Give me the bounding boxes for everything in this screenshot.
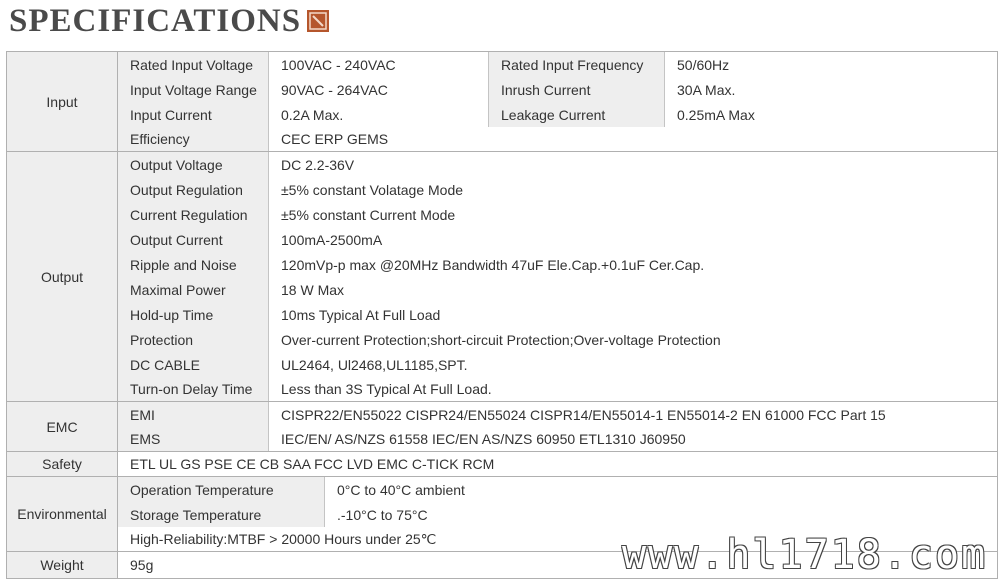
page-title	[9, 2, 329, 40]
table-row	[118, 52, 997, 77]
maximal-power-label: Maximal Power	[118, 277, 269, 302]
dc-cable-value: UL2464, Ul2468,UL1185,SPT.	[269, 352, 997, 377]
inrush-current-label: Inrush Current	[489, 77, 665, 102]
input-voltage-range-value: 90VAC - 264VAC	[269, 77, 489, 102]
table-row	[118, 252, 997, 277]
group-output: Output	[7, 152, 118, 401]
output-voltage-value: DC 2.2-36V	[269, 152, 997, 177]
output-regulation-label: Output Regulation	[118, 177, 269, 202]
hold-up-time-label: Hold-up Time	[118, 302, 269, 327]
table-row	[118, 177, 997, 202]
protection-label: Protection	[118, 327, 269, 352]
emi-value: CISPR22/EN55022 CISPR24/EN55024 CISPR14/EN55014-1 EN55014-2 EN 61000 FCC Part 15	[269, 402, 997, 427]
title-text: SPECIFICATIONS	[9, 3, 302, 39]
current-regulation-label: Current Regulation	[118, 202, 269, 227]
maximal-power-value: 18 W Max	[269, 277, 997, 302]
table-row	[118, 477, 997, 502]
turn-on-delay-value: Less than 3S Typical At Full Load.	[269, 377, 997, 401]
output-current-value: 100mA-2500mA	[269, 227, 997, 252]
ems-label: EMS	[118, 427, 269, 451]
weight-value: 95g	[118, 552, 997, 578]
leakage-current-value: 0.25mA Max	[665, 102, 997, 127]
table-row	[118, 377, 997, 401]
emi-label: EMI	[118, 402, 269, 427]
ripple-noise-value: 120mVp-p max @20MHz Bandwidth 47uF Ele.Cap.+0.1uF Cer.Cap.	[269, 252, 997, 277]
reliability-value: High-Reliability:MTBF > 20000 Hours under 25℃	[118, 527, 997, 551]
input-current-value: 0.2A Max.	[269, 102, 489, 127]
protection-value: Over-current Protection;short-circuit Protection;Over-voltage Protection	[269, 327, 997, 352]
table-row	[118, 227, 997, 252]
table-row	[118, 102, 997, 127]
group-safety: Safety	[7, 452, 118, 476]
table-row	[118, 427, 997, 451]
input-current-label: Input Current	[118, 102, 269, 127]
table-row	[118, 327, 997, 352]
table-row	[118, 277, 997, 302]
brand-logo-icon	[307, 10, 329, 32]
group-weight: Weight	[7, 552, 118, 578]
group-emc: EMC	[7, 402, 118, 451]
current-regulation-value: ±5% constant Current Mode	[269, 202, 997, 227]
ripple-noise-label: Ripple and Noise	[118, 252, 269, 277]
group-environmental: Environmental	[7, 477, 118, 551]
rated-input-voltage-value: 100VAC - 240VAC	[269, 52, 489, 77]
input-voltage-range-label: Input Voltage Range	[118, 77, 269, 102]
table-row	[118, 152, 997, 177]
table-row	[118, 352, 997, 377]
efficiency-label: Efficiency	[118, 127, 269, 151]
output-regulation-value: ±5% constant Volatage Mode	[269, 177, 997, 202]
operation-temperature-label: Operation Temperature	[118, 477, 325, 502]
table-row	[118, 77, 997, 102]
table-row	[118, 127, 997, 151]
output-current-label: Output Current	[118, 227, 269, 252]
table-row	[118, 302, 997, 327]
output-voltage-label: Output Voltage	[118, 152, 269, 177]
group-input: Input	[7, 52, 118, 151]
storage-temperature-label: Storage Temperature	[118, 502, 325, 527]
rated-input-frequency-label: Rated Input Frequency	[489, 52, 665, 77]
inrush-current-value: 30A Max.	[665, 77, 997, 102]
storage-temperature-value: .-10°C to 75°C	[325, 502, 997, 527]
dc-cable-label: DC CABLE	[118, 352, 269, 377]
turn-on-delay-label: Turn-on Delay Time	[118, 377, 269, 401]
rated-input-voltage-label: Rated Input Voltage	[118, 52, 269, 77]
rated-input-frequency-value: 50/60Hz	[665, 52, 997, 77]
efficiency-value: CEC ERP GEMS	[269, 127, 997, 151]
table-row	[118, 402, 997, 427]
ems-value: IEC/EN/ AS/NZS 61558 IEC/EN AS/NZS 60950 ETL1310 J60950	[269, 427, 997, 451]
leakage-current-label: Leakage Current	[489, 102, 665, 127]
safety-value: ETL UL GS PSE CE CB SAA FCC LVD EMC C-TICK RCM	[118, 452, 997, 476]
operation-temperature-value: 0°C to 40°C ambient	[325, 477, 997, 502]
table-row	[118, 452, 997, 476]
table-row	[118, 502, 997, 527]
table-row	[118, 202, 997, 227]
hold-up-time-value: 10ms Typical At Full Load	[269, 302, 997, 327]
specifications-table	[6, 51, 998, 579]
watermark: www.hl1718.com	[622, 532, 988, 578]
